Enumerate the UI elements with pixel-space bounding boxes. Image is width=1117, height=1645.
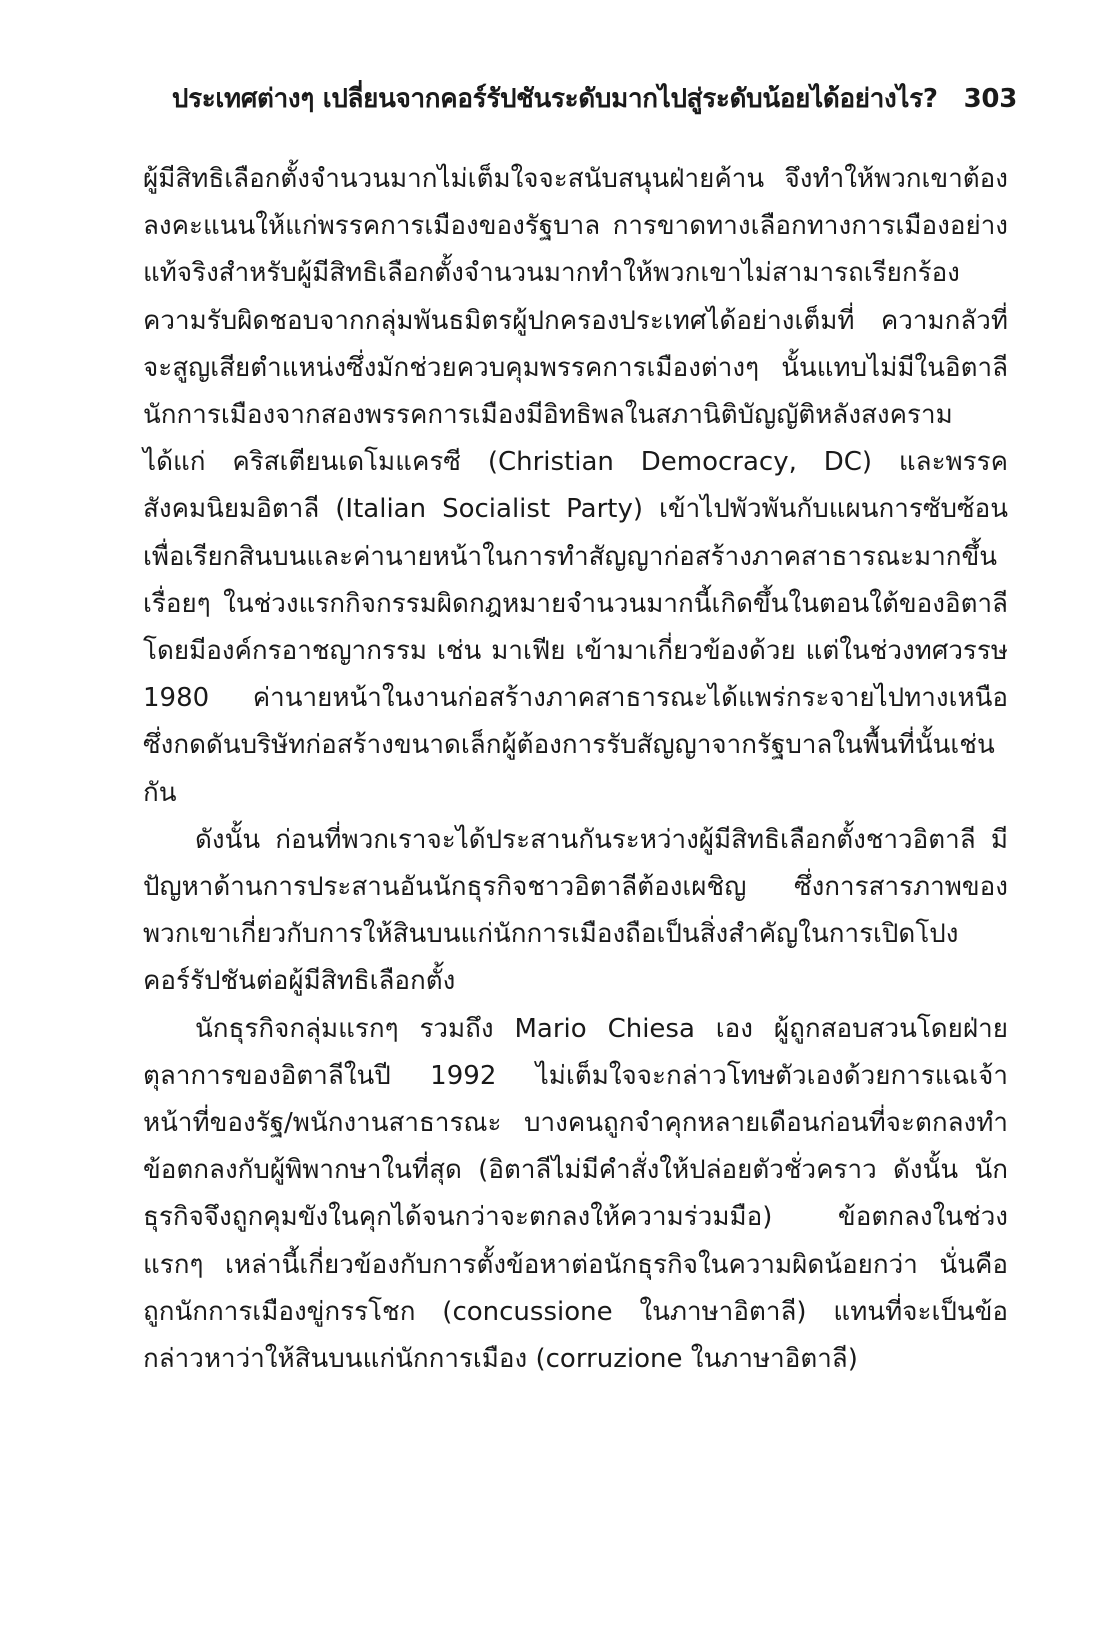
paragraph: นักธุรกิจกลุ่มแรกๆ รวมถึง Mario Chiesa เอง ผู้ถูกสอบสวนโดยฝ่ายตุลาการของอิตาลีในปี 1992 ไม่เต็มใจจะกล่าวโทษตัวเองด้วยการแฉเจ้าหน้าที่ของรัฐ/พนักงานสาธารณะ บางคนถูกจำคุกหลายเดือนก่อนที่จะตกลงทำข้อตกลงกับผู้พิพากษาในที่สุด (อิตาลีไม่มีคำสั่งให้ปล่อยตัวชั่วคราว ดังนั้น นักธุรกิจจึงถูกคุมขังในคุกได้จนกว่าจะตกลงให้ความร่วมมือ) ข้อตกลงในช่วงแรกๆ เหล่านี้เกี่ยวข้องกับการตั้งข้อหาต่อนักธุรกิจในความผิดน้อยกว่า นั่นคือ ถูกนักการเมืองขู่กรรโชก (concussione ในภาษาอิตาลี) แทนที่จะเป็นข้อกล่าวหาว่าให้สินบนแก่นักการเมือง (corruzione ในภาษาอิตาลี) — [143, 1013, 1008, 1375]
page-number: 303 — [963, 84, 1017, 114]
paragraph: ดังนั้น ก่อนที่พวกเราจะได้ประสานกันระหว่างผู้มีสิทธิเลือกตั้งชาวอิตาลี มีปัญหาด้านการประสานอันนักธุรกิจชาวอิตาลีต้องเผชิญ ซึ่งการสารภาพของพวกเขาเกี่ยวกับการให้สินบนแก่นักการเมืองถือเป็นสิ่งสำคัญในการเปิดโปงคอร์รัปชันต่อผู้มีสิทธิเลือกตั้ง — [143, 824, 1008, 997]
chapter-title: ประเทศต่างๆ เปลี่ยนจากคอร์รัปชันระดับมากไปสู่ระดับน้อยได้อย่างไร? — [171, 84, 938, 114]
paragraph-continuation: ผู้มีสิทธิเลือกตั้งจำนวนมากไม่เต็มใจจะสนับสนุนฝ่ายค้าน จึงทำให้พวกเขาต้องลงคะแนนให้แก่พรรคการเมืองของรัฐบาล การขาดทางเลือกทางการเมืองอย่างแท้จริงสำหรับผู้มีสิทธิเลือกตั้งจำนวนมากทำให้พวกเขาไม่สามารถเรียกร้องความรับผิดชอบจากกลุ่มพันธมิตรผู้ปกครองประเทศได้อย่างเต็มที่ ความกลัวที่จะสูญเสียตำแหน่งซึ่งมักช่วยควบคุมพรรคการเมืองต่างๆ นั้นแทบไม่มีในอิตาลี นักการเมืองจากสองพรรคการเมืองมีอิทธิพลในสภานิติบัญญัติหลังสงคราม ได้แก่ คริสเตียนเดโมแครซี (Christian Democracy, DC) และพรรคสังคมนิยมอิตาลี (Italian Socialist Party) เข้าไปพัวพันกับแผนการซับซ้อนเพื่อเรียกสินบนและค่านายหน้าในการทำสัญญาก่อสร้างภาคสาธารณะมากขึ้นเรื่อยๆ ในช่วงแรกกิจกรรมผิดกฎหมายจำนวนมากนี้เกิดขึ้นในตอนใต้ของอิตาลี โดยมีองค์กรอาชญากรรม เช่น มาเฟีย เข้ามาเกี่ยวข้องด้วย แต่ในช่วงทศวรรษ 1980 ค่านายหน้าในงานก่อสร้างภาคสาธารณะได้แพร่กระจายไปทางเหนือ ซึ่งกดดันบริษัทก่อสร้างขนาดเล็กผู้ต้องการรับสัญญาจากรัฐบาลในพื้นที่นั้นเช่นกัน — [143, 164, 1008, 808]
running-header — [172, 78, 1017, 119]
body-text — [143, 156, 1008, 1383]
